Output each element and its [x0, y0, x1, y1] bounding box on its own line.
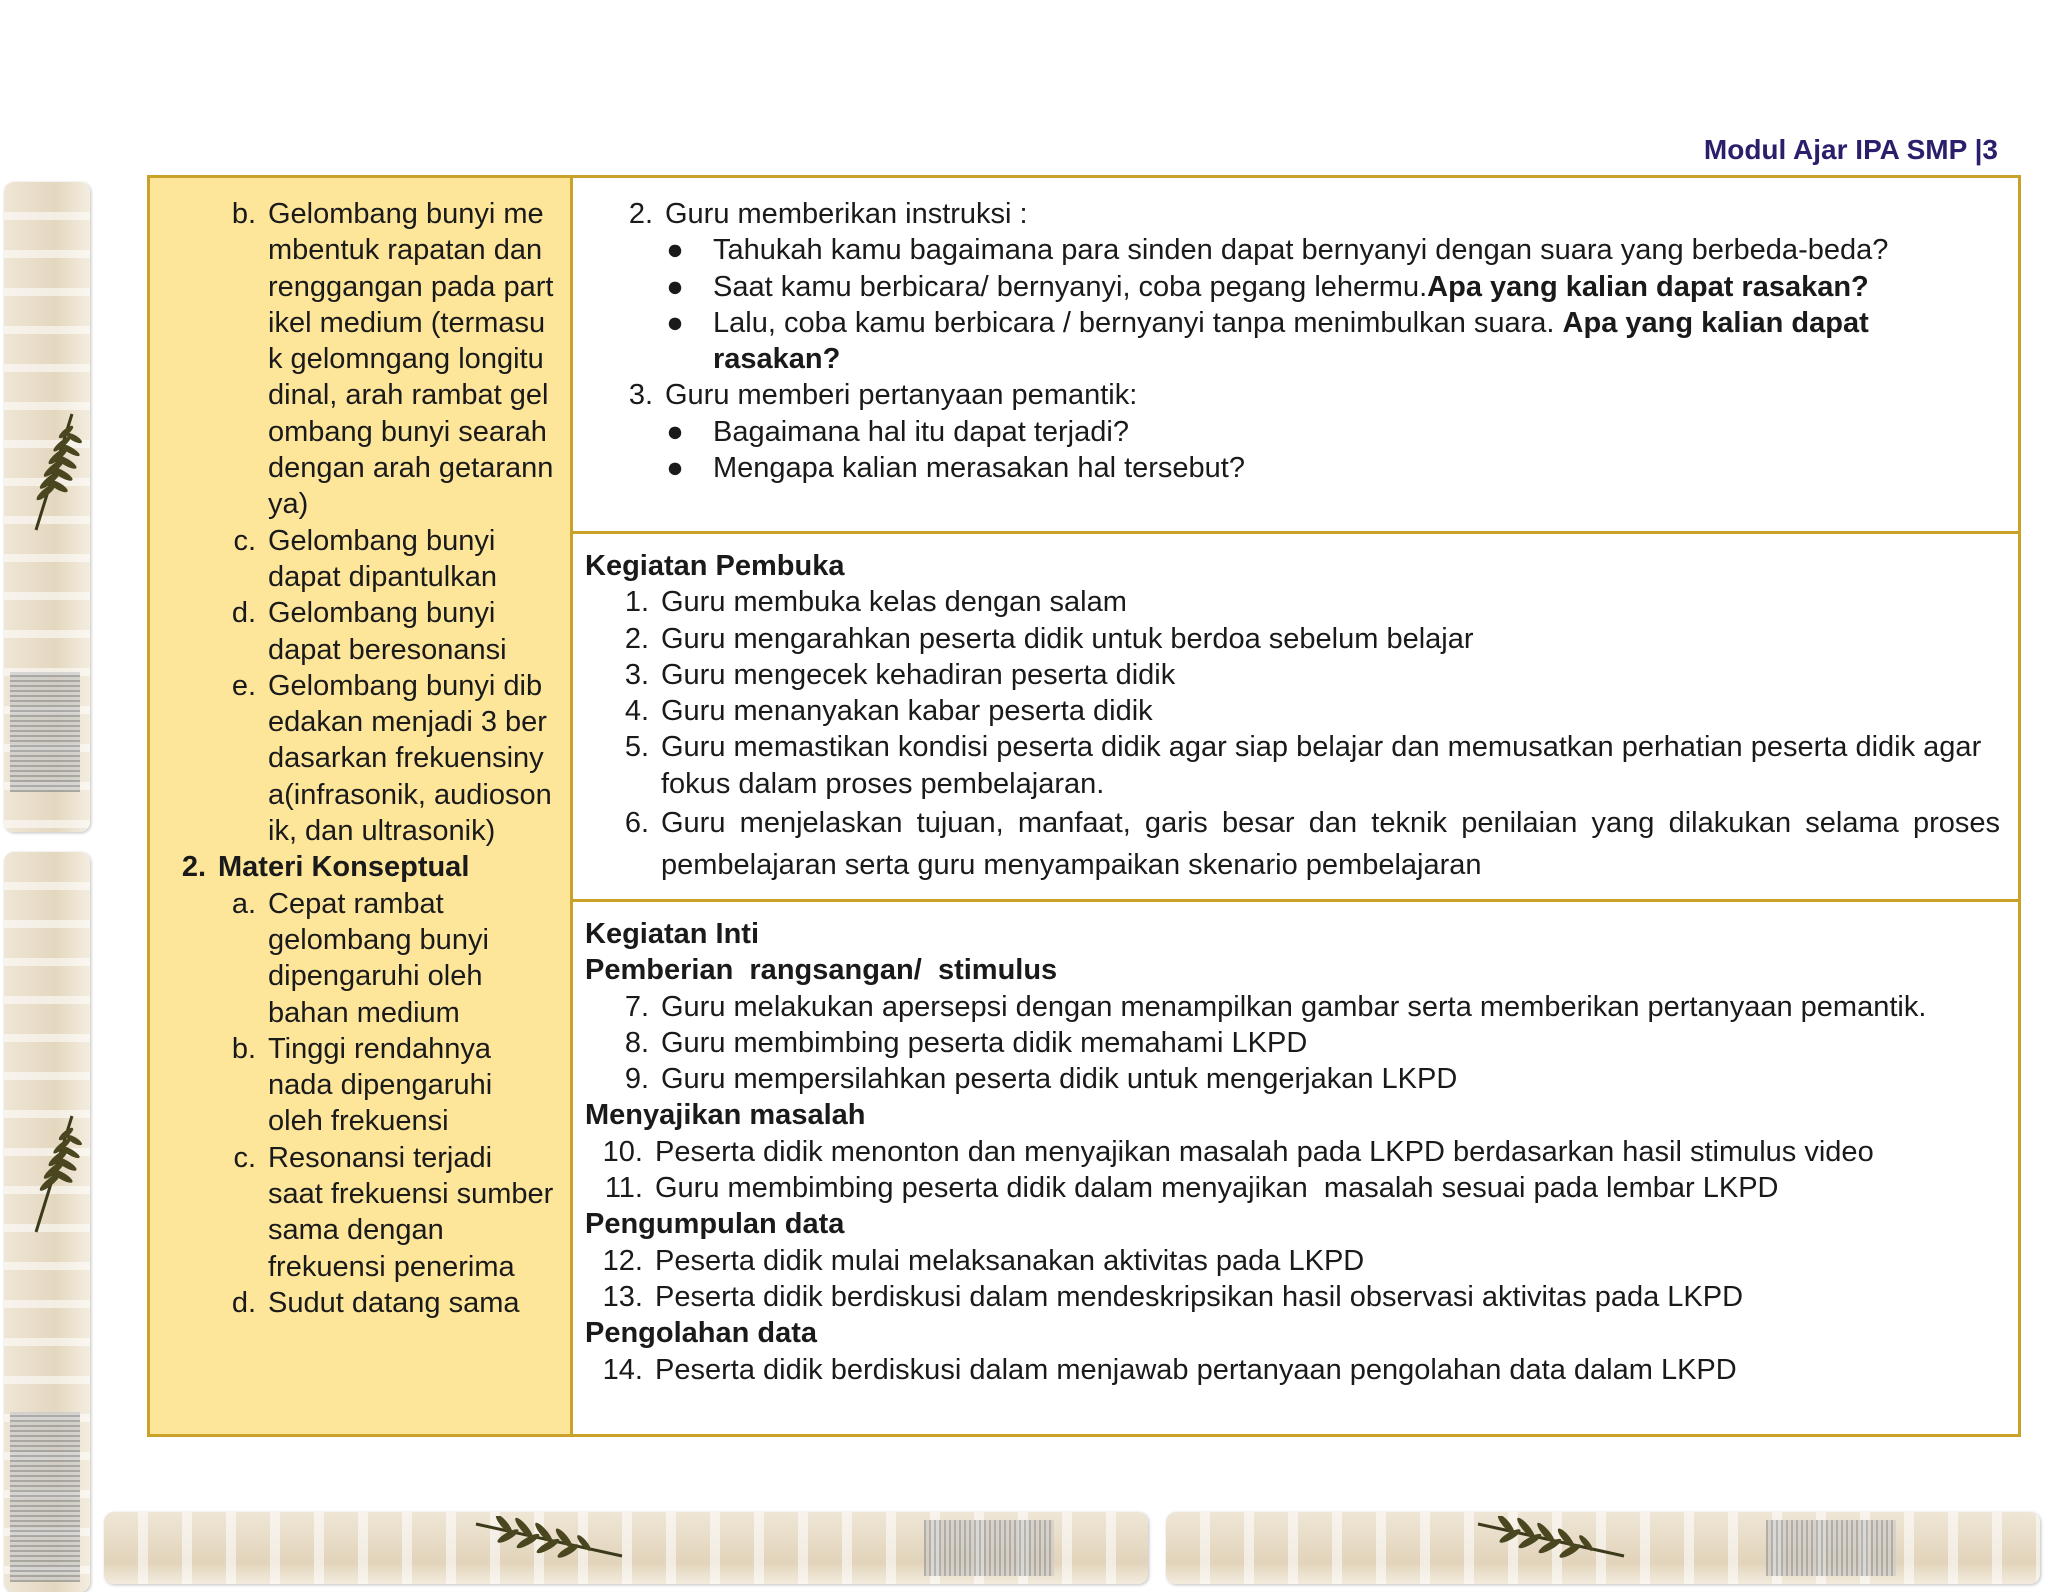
- list-text: Gelombang bunyi dapat beresonansi: [268, 597, 507, 666]
- list-marker: 3.: [628, 379, 653, 412]
- fern-icon: [474, 1516, 624, 1566]
- list-item: [585, 1134, 2000, 1170]
- list-text: Guru menjelaskan tujuan, manfaat, garis besar dan teknik penilaian yang dilakukan selama proses pembelajaran serta guru menyampaikan skenario pembelajaran: [661, 807, 2000, 882]
- list-marker: 14.: [602, 1353, 643, 1386]
- list-marker: 13.: [602, 1280, 643, 1313]
- list-text: Guru mengecek kehadiran peserta didik: [661, 658, 1176, 691]
- bullet-marker: ●: [666, 270, 684, 303]
- newsprint-decoration: [924, 1520, 1054, 1576]
- list-text: Guru melakukan apersepsi dengan menampilkan gambar serta memberikan pertanyaan pemantik.: [661, 990, 1927, 1023]
- group-heading: Pengumpulan data: [585, 1208, 845, 1241]
- bullet-marker: ●: [666, 415, 684, 448]
- list-text: Gelombang bunyi dibedakan menjadi 3 berdasarkan frekuensinya(infrasonik, audiosonik, dan ultrasonik): [268, 669, 552, 848]
- list-marker: 8.: [624, 1026, 649, 1059]
- bullet-item: [585, 414, 2000, 450]
- list-marker: b.: [231, 1032, 256, 1065]
- bullet-text: [713, 269, 2000, 305]
- bullet-item: [585, 450, 2000, 486]
- bullet-text-regular: Lalu, coba kamu berbicara / bernyanyi tanpa menimbulkan suara.: [713, 306, 1563, 339]
- decorative-paper-strip-bottom-left: [104, 1512, 1148, 1584]
- list-text: Guru membuka kelas dengan salam: [661, 586, 1127, 619]
- list-marker: 1.: [624, 586, 649, 619]
- bullet-text: [713, 305, 2000, 378]
- bullet-text-bold: Apa yang kalian dapat rasakan?: [713, 306, 1869, 376]
- list-item: [585, 1061, 2000, 1097]
- newsprint-decoration: [1766, 1520, 1896, 1576]
- list-text: Gelombang bunyi dapat dipantulkan: [268, 524, 497, 593]
- list-text: Guru memastikan kondisi peserta didik agar siap belajar dan memusatkan perhatian peserta didik agar fokus dalam proses pembelajaran.: [661, 731, 1982, 800]
- bullet-text: [713, 232, 2000, 268]
- bullet-item: [585, 305, 2000, 378]
- list-text: Sudut datang sama: [268, 1286, 520, 1319]
- list-item: [585, 1025, 2000, 1061]
- list-marker: 6.: [624, 807, 649, 840]
- bullet-text: Mengapa kalian merasakan hal tersebut?: [713, 452, 1245, 485]
- bullet-text-regular: Tahukah kamu bagaimana para sinden dapat bernyanyi dengan suara yang berbeda-beda?: [713, 234, 1889, 267]
- list-marker: 2.: [628, 198, 653, 230]
- bullet-item: [585, 269, 2000, 305]
- bullet-text-regular: Saat kamu berbicara/ bernyanyi, coba pegang lehermu.: [713, 270, 1428, 303]
- list-marker: 9.: [624, 1063, 649, 1096]
- list-item: [170, 523, 554, 596]
- opening-activity-cell: [573, 534, 2018, 902]
- bullet-text: Bagaimana hal itu dapat terjadi?: [713, 415, 1129, 448]
- list-marker: 5.: [624, 731, 649, 764]
- list-item: [585, 657, 2000, 693]
- list-text: Guru memberi pertanyaan pemantik:: [665, 379, 1138, 412]
- list-text: Tinggi rendahnya nada dipengaruhi oleh frekuensi: [268, 1032, 493, 1138]
- list-item: [585, 584, 2000, 620]
- instruction-cell: [573, 178, 2018, 534]
- list-item: [585, 1170, 2000, 1206]
- section-marker: 2.: [181, 851, 206, 884]
- section-title: Kegiatan Pembuka: [585, 550, 845, 582]
- group-heading: Pengolahan data: [585, 1317, 818, 1350]
- list-item: [585, 377, 2000, 413]
- bullet-item: [585, 232, 2000, 268]
- list-item: [585, 621, 2000, 657]
- list-item: [585, 1243, 2000, 1279]
- list-item: [585, 729, 2000, 802]
- list-marker: c.: [233, 1141, 256, 1174]
- fern-icon: [22, 412, 86, 532]
- bullet-text-bold: Apa yang kalian dapat rasakan?: [1427, 270, 1869, 303]
- list-marker: d.: [231, 1286, 256, 1319]
- fern-icon: [22, 1114, 86, 1234]
- list-item: [170, 1285, 554, 1321]
- list-text: Guru memberikan instruksi :: [665, 198, 1028, 230]
- material-column: [150, 178, 573, 1434]
- page-header-title: Modul Ajar IPA SMP |3: [1703, 134, 1998, 165]
- list-marker: e.: [231, 669, 256, 702]
- list-item: [170, 196, 554, 523]
- list-text: Resonansi terjadi saat frekuensi sumber sama dengan frekuensi penerima: [268, 1141, 554, 1283]
- newsprint-decoration: [10, 1412, 80, 1582]
- group-heading: Menyajikan masalah: [585, 1099, 866, 1132]
- list-item: [585, 196, 2000, 232]
- list-item: [585, 802, 2000, 886]
- list-item: [170, 595, 554, 668]
- list-marker: 2.: [624, 622, 649, 655]
- list-item: [170, 886, 554, 1031]
- list-text: Guru mengarahkan peserta didik untuk berdoa sebelum belajar: [661, 622, 1474, 655]
- list-item: [585, 1279, 2000, 1315]
- section-heading: [170, 849, 554, 885]
- list-item: [170, 1031, 554, 1140]
- list-text: Peserta didik berdiskusi dalam mendeskripsikan hasil observasi aktivitas pada LKPD: [655, 1280, 1744, 1313]
- lesson-plan-table: [147, 175, 2021, 1437]
- list-item: [585, 989, 2000, 1025]
- list-marker: 3.: [624, 658, 649, 691]
- list-text: Gelombang bunyi membentuk rapatan dan renggangan pada partikel medium (termasuk gelomngang longitudinal, arah rambat gelombang bunyi searah dengan arah getarannya): [268, 198, 554, 521]
- list-marker: 4.: [624, 695, 649, 728]
- list-marker: 11.: [604, 1172, 643, 1205]
- list-marker: 7.: [624, 990, 649, 1023]
- list-text: Peserta didik menonton dan menyajikan masalah pada LKPD berdasarkan hasil stimulus video: [655, 1135, 1874, 1168]
- bullet-marker: ●: [666, 452, 684, 485]
- newsprint-decoration: [10, 672, 80, 792]
- list-text: Cepat rambat gelombang bunyi dipengaruhi oleh bahan medium: [268, 887, 489, 1029]
- section-title: Materi Konseptual: [218, 851, 470, 884]
- bullet-marker: ●: [666, 306, 684, 339]
- list-marker: d.: [231, 597, 256, 630]
- list-marker: c.: [233, 524, 256, 557]
- section-title: Kegiatan Inti: [585, 918, 760, 950]
- list-text: Guru membimbing peserta didik dalam menyajikan masalah sesuai pada lembar LKPD: [655, 1172, 1779, 1205]
- list-text: Guru menanyakan kabar peserta didik: [661, 695, 1153, 728]
- list-marker: 10.: [602, 1135, 643, 1168]
- list-text: Guru mempersilahkan peserta didik untuk mengerjakan LKPD: [661, 1063, 1458, 1096]
- list-text: Peserta didik berdiskusi dalam menjawab pertanyaan pengolahan data dalam LKPD: [655, 1353, 1737, 1386]
- list-marker: a.: [231, 887, 256, 920]
- list-marker: 12.: [602, 1244, 643, 1277]
- list-text: Guru membimbing peserta didik memahami LKPD: [661, 1026, 1308, 1059]
- list-item: [170, 1140, 554, 1285]
- core-activity-cell: [573, 902, 2018, 1434]
- list-text: Peserta didik mulai melaksanakan aktivitas pada LKPD: [655, 1244, 1365, 1277]
- fern-icon: [1476, 1516, 1626, 1566]
- bullet-marker: ●: [666, 234, 684, 267]
- group-heading: Pemberian rangsangan/ stimulus: [585, 954, 1058, 987]
- list-item: [585, 1352, 2000, 1388]
- list-item: [170, 668, 554, 849]
- list-item: [585, 693, 2000, 729]
- activity-column: [573, 178, 2018, 1434]
- list-marker: b.: [231, 198, 256, 230]
